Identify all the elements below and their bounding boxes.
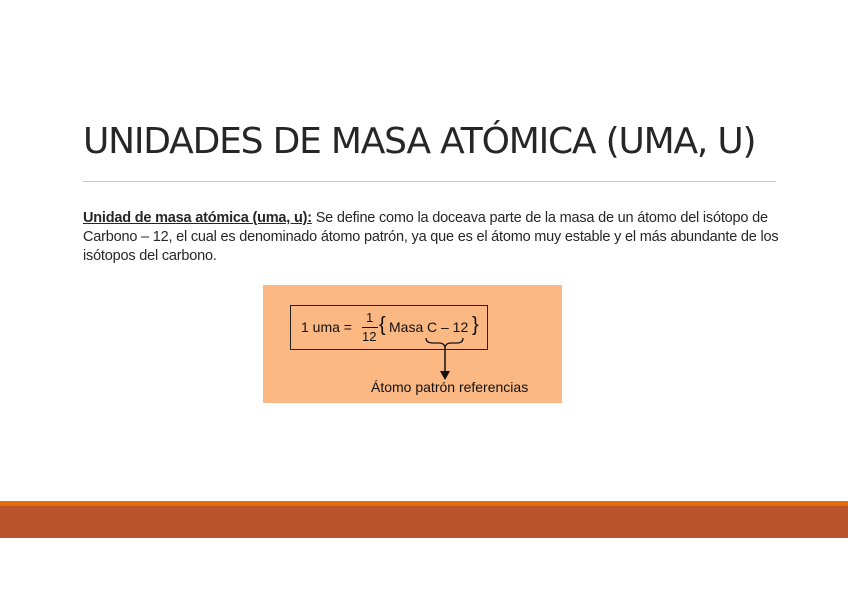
title-divider [83, 181, 776, 182]
fraction-numerator: 1 [366, 310, 374, 325]
footer-band [0, 506, 848, 538]
slide-title: UNIDADES DE MASA ATÓMICA (UMA, U) [83, 121, 756, 162]
definition-term: Unidad de masa atómica (uma, u): [83, 210, 312, 226]
formula-box [290, 305, 488, 350]
open-brace: { [379, 314, 386, 336]
formula-figure [263, 285, 562, 403]
mass-label: Masa [389, 319, 424, 335]
reference-label: Átomo patrón referencias [371, 379, 529, 395]
close-brace: } [472, 314, 479, 336]
definition-text: Se define como la doceava parte de la masa de un átomo del isótopo de Carbono – 12, el cual es denominado átomo patrón, ya que es el átomo muy estable y el más abundante de los isótopos del carbono. [83, 210, 779, 264]
fraction-bar [362, 327, 378, 328]
isotope-label: C – 12 [427, 319, 469, 335]
formula-lhs: 1 uma = [301, 319, 352, 335]
fraction-denominator: 12 [362, 329, 377, 344]
definition-paragraph [83, 209, 783, 266]
